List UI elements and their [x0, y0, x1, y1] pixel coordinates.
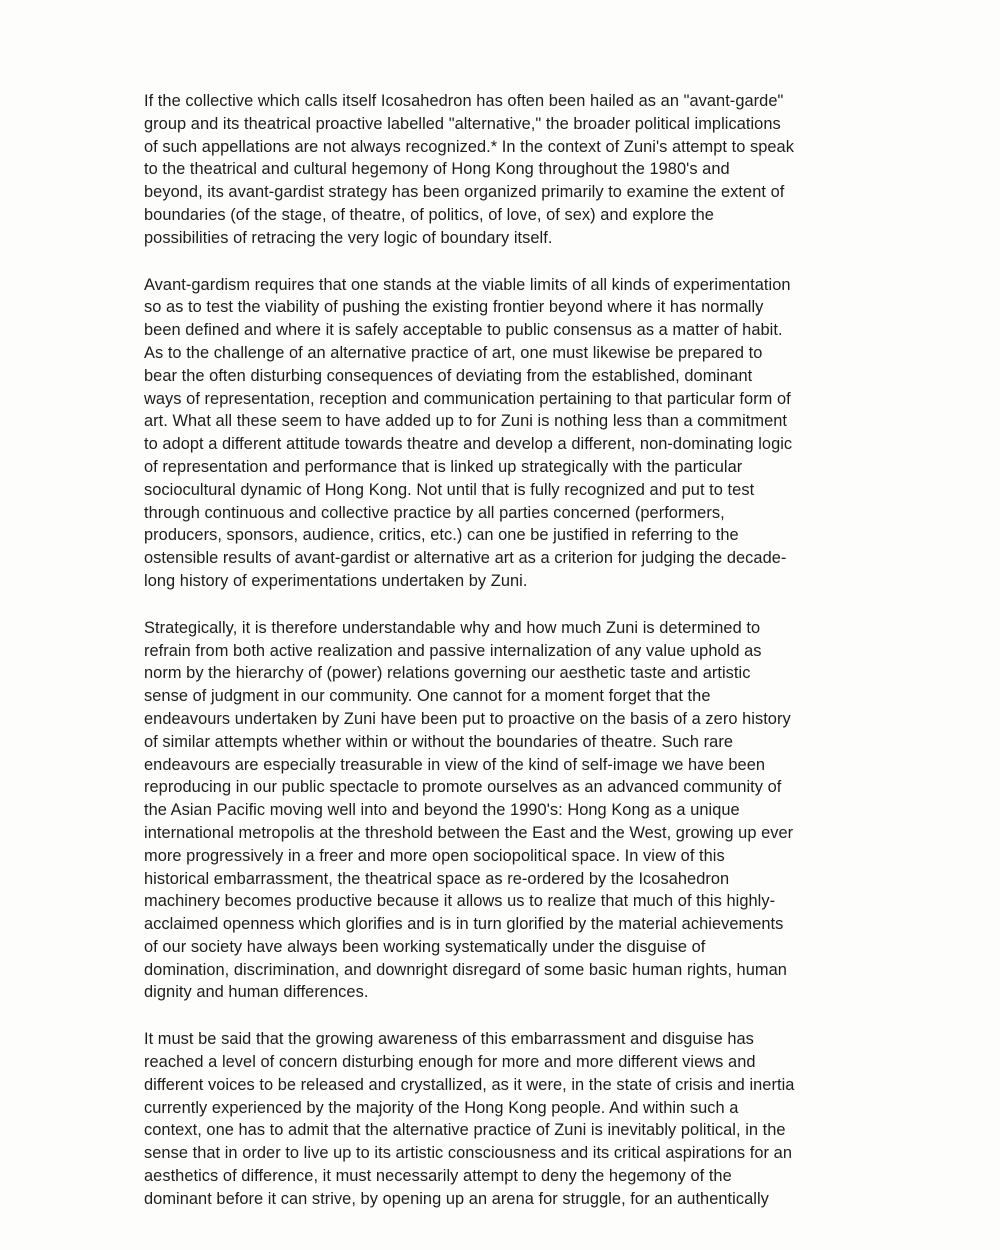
text-line: producers, sponsors, audience, critics, etc.) can one be justified in referring to the	[144, 526, 739, 545]
text-line: historical embarrassment, the theatrical space as re-ordered by the Icosahedron	[144, 869, 730, 888]
text-line: international metropolis at the threshold between the East and the West, growing up ever	[144, 823, 794, 842]
text-line: It must be said that the growing awareness of this embarrassment and disguise has	[144, 1030, 754, 1049]
text-line: norm by the hierarchy of (power) relations governing our aesthetic taste and artistic	[144, 664, 751, 683]
paragraph-4	[144, 1028, 876, 1210]
text-line: As to the challenge of an alternative practice of art, one must likewise be prepared to	[144, 343, 763, 362]
text-line: through continuous and collective practice by all parties concerned (performers,	[144, 503, 725, 522]
text-line: If the collective which calls itself Icosahedron has often been hailed as an "avant-garde"	[144, 92, 784, 110]
text-line: different voices to be released and crystallized, as it were, in the state of crisis and inertia	[144, 1075, 795, 1094]
paragraph-2	[144, 274, 876, 593]
text-line: ostensible results of avant-gardist or alternative art as a criterion for judging the decade-	[144, 549, 787, 568]
text-line: Strategically, it is therefore understandable why and how much Zuni is determined to	[144, 618, 761, 637]
text-line: dominant before it can strive, by opening up an arena for struggle, for an authentically	[144, 1189, 769, 1208]
text-line: so as to test the viability of pushing the existing frontier beyond where it has normally	[144, 298, 764, 317]
text-line: currently experienced by the majority of the Hong Kong people. And within such a	[144, 1098, 739, 1117]
text-line: art. What all these seem to have added up to for Zuni is nothing less than a commitment	[144, 412, 788, 431]
text-line: the Asian Pacific moving well into and beyond the 1990's: Hong Kong as a unique	[144, 801, 740, 820]
text-line: beyond, its avant-gardist strategy has been organized primarily to examine the extent of	[144, 183, 785, 202]
text-line: long history of experimentations undertaken by Zuni.	[144, 571, 528, 590]
text-line: ways of representation, reception and communication pertaining to that particular form of	[144, 389, 791, 408]
text-line: machinery becomes productive because it allows us to realize that much of this highly-	[144, 892, 776, 911]
text-line: acclaimed openness which glorifies and is in turn glorified by the material achievements	[144, 915, 784, 934]
text-line: been defined and where it is safely acceptable to public consensus as a matter of habit.	[144, 321, 783, 340]
text-line: of representation and performance that is linked up strategically with the particular	[144, 457, 743, 476]
text-line: to the theatrical and cultural hegemony of Hong Kong throughout the 1980's and	[144, 160, 730, 179]
text-line: sense of judgment in our community. One cannot for a moment forget that the	[144, 687, 711, 706]
paragraph-1	[144, 90, 876, 250]
text-line: aesthetics of difference, it must necessarily attempt to deny the hegemony of the	[144, 1167, 732, 1186]
text-line: Avant-gardism requires that one stands at the viable limits of all kinds of experimentation	[144, 275, 791, 294]
text-line: of our society have always been working systematically under the disguise of	[144, 937, 706, 956]
text-line: of similar attempts whether within or without the boundaries of theatre. Such rare	[144, 732, 733, 751]
text-line: to adopt a different attitude towards theatre and develop a different, non-dominating logic	[144, 435, 793, 454]
text-line: sense that in order to live up to its artistic consciousness and its critical aspirations for an	[144, 1144, 792, 1163]
body-text	[144, 90, 876, 1235]
text-line: context, one has to admit that the alternative practice of Zuni is inevitably political, in the	[144, 1121, 786, 1140]
text-line: reached a level of concern disturbing enough for more and more different views and	[144, 1053, 756, 1072]
text-line: endeavours are especially treasurable in view of the kind of self-image we have been	[144, 755, 766, 774]
text-line: boundaries (of the stage, of theatre, of politics, of love, of sex) and explore the	[144, 205, 714, 224]
paragraph-3	[144, 617, 876, 1005]
text-line: of such appellations are not always recognized.* In the context of Zuni's attempt to speak	[144, 137, 794, 156]
text-line: sociocultural dynamic of Hong Kong. Not until that is fully recognized and put to test	[144, 480, 755, 499]
text-line: domination, discrimination, and downright disregard of some basic human rights, human	[144, 960, 787, 979]
text-line: possibilities of retracing the very logic of boundary itself.	[144, 228, 553, 247]
text-line: reproducing in our public spectacle to promote ourselves as an advanced community of	[144, 778, 782, 797]
text-line: bear the often disturbing consequences of deviating from the established, dominant	[144, 366, 753, 385]
text-line: refrain from both active realization and passive internalization of any value uphold as	[144, 641, 762, 660]
text-line: dignity and human differences.	[144, 983, 369, 1002]
text-line: group and its theatrical proactive labelled "alternative," the broader political implications	[144, 114, 781, 133]
text-line: endeavours undertaken by Zuni have been put to proactive on the basis of a zero history	[144, 709, 791, 728]
text-line: more progressively in a freer and more open sociopolitical space. In view of this	[144, 846, 725, 865]
